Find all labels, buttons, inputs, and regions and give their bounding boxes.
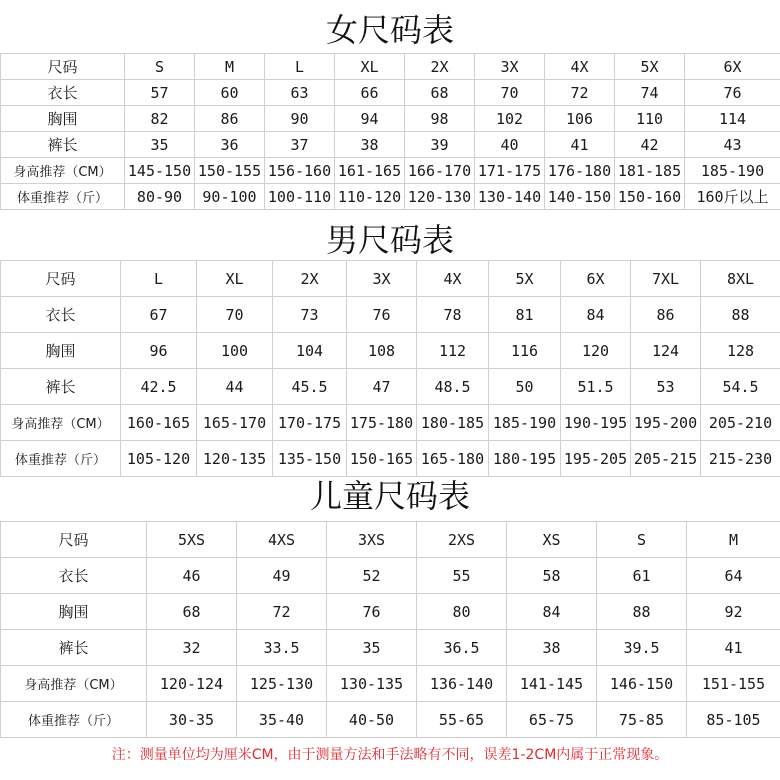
table-cell: 166-170 [405,158,475,184]
table-cell: 110-120 [335,184,405,210]
table-cell: 185-190 [489,405,561,441]
table-cell: 104 [273,333,347,369]
women-size-table-row [1,132,780,158]
women-size-table-row [1,106,780,132]
table-cell: 140-150 [545,184,615,210]
size-header-cell: 5X [615,54,685,80]
table-cell: 150-155 [195,158,265,184]
table-cell: 161-165 [335,158,405,184]
row-label: 胸围 [1,333,121,369]
table-cell: 195-205 [561,441,631,477]
table-cell: 66 [335,80,405,106]
table-cell: 120-130 [405,184,475,210]
table-cell: 46 [147,558,237,594]
table-cell: 150-165 [347,441,417,477]
table-cell: 65-75 [507,702,597,738]
row-label: 衣长 [1,80,125,106]
size-header-cell: 4X [545,54,615,80]
table-cell: 156-160 [265,158,335,184]
table-cell: 51.5 [561,369,631,405]
table-cell: 92 [687,594,780,630]
table-cell: 41 [545,132,615,158]
row-label: 尺码 [1,522,147,558]
table-cell: 120-124 [147,666,237,702]
table-cell: 48.5 [417,369,489,405]
row-label: 裤长 [1,630,147,666]
row-label: 身高推荐（CM） [1,405,121,441]
size-header-cell: XL [197,261,273,297]
table-cell: 55 [417,558,507,594]
table-cell: 85-105 [687,702,780,738]
table-cell: 84 [561,297,631,333]
men-size-table-row [1,369,780,405]
table-cell: 42.5 [121,369,197,405]
table-cell: 84 [507,594,597,630]
table-cell: 120 [561,333,631,369]
table-cell: 114 [685,106,780,132]
size-header-cell: L [121,261,197,297]
table-cell: 120-135 [197,441,273,477]
table-cell: 49 [237,558,327,594]
size-header-cell: M [687,522,780,558]
table-cell: 74 [615,80,685,106]
men-size-chart-title: 男尺码表 [325,221,454,259]
table-cell: 60 [195,80,265,106]
table-cell: 61 [597,558,687,594]
table-cell: 128 [701,333,780,369]
size-header-cell: 4X [417,261,489,297]
table-cell: 94 [335,106,405,132]
size-header-cell: 2X [405,54,475,80]
table-cell: 75-85 [597,702,687,738]
table-cell: 86 [195,106,265,132]
table-cell: 80 [417,594,507,630]
men-size-table-row [1,297,780,333]
table-cell: 44 [197,369,273,405]
table-cell: 72 [545,80,615,106]
kids-size-table-row [1,594,780,630]
row-label: 胸围 [1,594,147,630]
table-cell: 88 [701,297,780,333]
table-cell: 185-190 [685,158,780,184]
table-cell: 38 [335,132,405,158]
table-cell: 35 [327,630,417,666]
kids-size-table-row [1,630,780,666]
table-cell: 37 [265,132,335,158]
kids-size-table-row [1,522,780,558]
table-cell: 195-200 [631,405,701,441]
table-cell: 171-175 [475,158,545,184]
row-label: 衣长 [1,558,147,594]
table-cell: 67 [121,297,197,333]
table-cell: 90-100 [195,184,265,210]
table-cell: 68 [405,80,475,106]
row-label: 体重推荐（斤） [1,184,125,210]
table-cell: 110 [615,106,685,132]
table-cell: 88 [597,594,687,630]
table-cell: 190-195 [561,405,631,441]
table-cell: 35-40 [237,702,327,738]
table-cell: 86 [631,297,701,333]
table-cell: 42 [615,132,685,158]
kids-size-table-row [1,702,780,738]
measurement-note: 注：测量单位均为厘米CM，由于测量方法和手法略有不同，误差1-2CM内属于正常现象。 [111,747,669,763]
table-cell: 151-155 [687,666,780,702]
table-cell: 81 [489,297,561,333]
table-cell: 41 [687,630,780,666]
table-cell: 47 [347,369,417,405]
size-header-cell: 7XL [631,261,701,297]
table-cell: 68 [147,594,237,630]
size-header-cell: 2X [273,261,347,297]
table-cell: 135-150 [273,441,347,477]
table-cell: 55-65 [417,702,507,738]
table-cell: 160斤以上 [685,184,780,210]
table-cell: 170-175 [273,405,347,441]
size-header-cell: S [125,54,195,80]
table-cell: 175-180 [347,405,417,441]
table-cell: 57 [125,80,195,106]
table-cell: 124 [631,333,701,369]
table-cell: 35 [125,132,195,158]
size-header-cell: 5XS [147,522,237,558]
table-cell: 36.5 [417,630,507,666]
size-header-cell: 5X [489,261,561,297]
row-label: 衣长 [1,297,121,333]
table-cell: 165-170 [197,405,273,441]
kids-size-table-row [1,558,780,594]
table-cell: 180-195 [489,441,561,477]
table-cell: 105-120 [121,441,197,477]
table-cell: 78 [417,297,489,333]
row-label: 尺码 [1,54,125,80]
men-size-table-row [1,441,780,477]
men-size-table-row [1,261,780,297]
kids-size-chart-title: 儿童尺码表 [309,477,470,515]
size-header-cell: S [597,522,687,558]
size-header-cell: 6X [685,54,780,80]
table-cell: 205-210 [701,405,780,441]
size-header-cell: XL [335,54,405,80]
table-cell: 108 [347,333,417,369]
table-cell: 145-150 [125,158,195,184]
table-cell: 76 [327,594,417,630]
table-cell: 150-160 [615,184,685,210]
table-cell: 100-110 [265,184,335,210]
table-cell: 40 [475,132,545,158]
men-size-table [0,260,780,477]
women-size-table-row [1,158,780,184]
size-header-cell: M [195,54,265,80]
table-cell: 165-180 [417,441,489,477]
table-cell: 80-90 [125,184,195,210]
table-cell: 181-185 [615,158,685,184]
table-cell: 53 [631,369,701,405]
table-cell: 100 [197,333,273,369]
table-cell: 82 [125,106,195,132]
table-cell: 76 [685,80,780,106]
kids-size-table [0,521,780,738]
table-cell: 98 [405,106,475,132]
table-cell: 112 [417,333,489,369]
table-cell: 130-135 [327,666,417,702]
table-cell: 50 [489,369,561,405]
men-size-table-row [1,405,780,441]
table-cell: 45.5 [273,369,347,405]
table-cell: 30-35 [147,702,237,738]
table-cell: 72 [237,594,327,630]
size-header-cell: 8XL [701,261,780,297]
table-cell: 160-165 [121,405,197,441]
row-label: 尺码 [1,261,121,297]
size-header-cell: L [265,54,335,80]
table-cell: 130-140 [475,184,545,210]
size-header-cell: 2XS [417,522,507,558]
table-cell: 63 [265,80,335,106]
table-cell: 32 [147,630,237,666]
table-cell: 52 [327,558,417,594]
row-label: 体重推荐（斤） [1,702,147,738]
women-size-table [0,53,780,210]
table-cell: 36 [195,132,265,158]
row-label: 体重推荐（斤） [1,441,121,477]
row-label: 裤长 [1,369,121,405]
table-cell: 102 [475,106,545,132]
table-cell: 70 [197,297,273,333]
row-label: 身高推荐（CM） [1,666,147,702]
table-cell: 125-130 [237,666,327,702]
table-cell: 205-215 [631,441,701,477]
table-cell: 141-145 [507,666,597,702]
table-cell: 146-150 [597,666,687,702]
kids-size-table-row [1,666,780,702]
table-cell: 96 [121,333,197,369]
size-header-cell: XS [507,522,597,558]
table-cell: 43 [685,132,780,158]
table-cell: 180-185 [417,405,489,441]
table-cell: 64 [687,558,780,594]
size-header-cell: 3XS [327,522,417,558]
size-header-cell: 6X [561,261,631,297]
table-cell: 58 [507,558,597,594]
size-header-cell: 4XS [237,522,327,558]
table-cell: 116 [489,333,561,369]
women-size-table-row [1,54,780,80]
women-size-chart-title: 女尺码表 [325,11,454,49]
table-cell: 215-230 [701,441,780,477]
table-cell: 176-180 [545,158,615,184]
table-cell: 38 [507,630,597,666]
size-header-cell: 3X [475,54,545,80]
women-size-table-row [1,80,780,106]
table-cell: 33.5 [237,630,327,666]
row-label: 身高推荐（CM） [1,158,125,184]
table-cell: 40-50 [327,702,417,738]
size-header-cell: 3X [347,261,417,297]
table-cell: 54.5 [701,369,780,405]
row-label: 裤长 [1,132,125,158]
table-cell: 106 [545,106,615,132]
women-size-table-row [1,184,780,210]
table-cell: 70 [475,80,545,106]
table-cell: 39.5 [597,630,687,666]
table-cell: 39 [405,132,475,158]
table-cell: 90 [265,106,335,132]
table-cell: 136-140 [417,666,507,702]
table-cell: 73 [273,297,347,333]
row-label: 胸围 [1,106,125,132]
table-cell: 76 [347,297,417,333]
men-size-table-row [1,333,780,369]
